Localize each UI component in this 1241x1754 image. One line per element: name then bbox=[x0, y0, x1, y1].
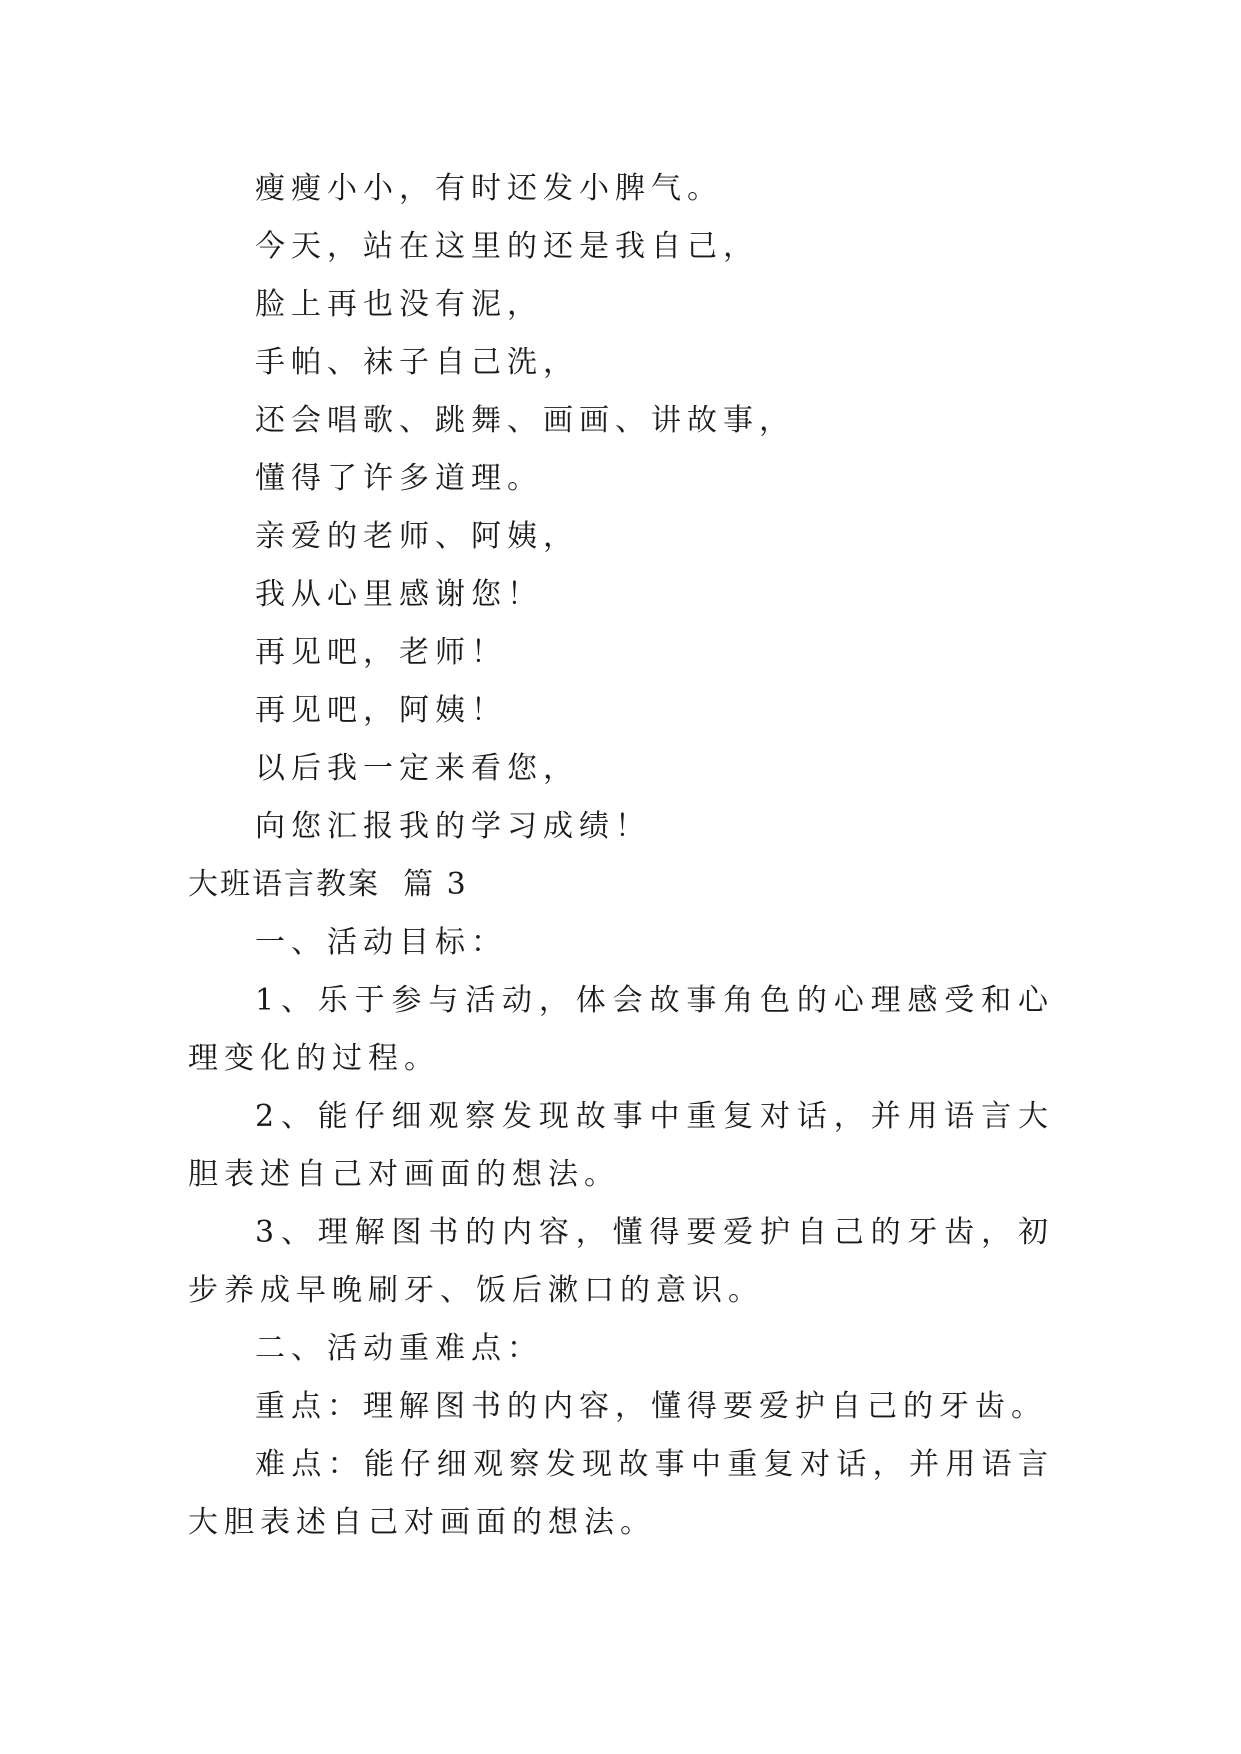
goal-item-1: 1、乐于参与活动，体会故事角色的心理感受和心理变化的过程。 bbox=[188, 983, 1054, 1076]
poem-line: 脸上再也没有泥， bbox=[255, 287, 543, 322]
poem-line: 再见吧，阿姨！ bbox=[255, 693, 507, 728]
poem-line: 亲爱的老师、阿姨， bbox=[255, 519, 579, 554]
document-content bbox=[188, 160, 1054, 1552]
goal-item-3: 3、理解图书的内容，懂得要爱护自己的牙齿，初步养成早晚刷牙、饭后漱口的意识。 bbox=[188, 1215, 1054, 1308]
poem-line: 今天，站在这里的还是我自己， bbox=[255, 229, 759, 264]
key-points-title: 二、活动重难点： bbox=[255, 1331, 543, 1366]
poem-line: 瘦瘦小小，有时还发小脾气。 bbox=[255, 171, 723, 206]
poem-line: 懂得了许多道理。 bbox=[255, 461, 543, 496]
poem-line: 手帕、袜子自己洗， bbox=[255, 345, 579, 380]
section-heading: 大班语言教案 篇 3 bbox=[188, 867, 468, 902]
poem-line: 再见吧，老师！ bbox=[255, 635, 507, 670]
key-point: 重点：理解图书的内容，懂得要爱护自己的牙齿。 bbox=[255, 1389, 1047, 1424]
goals-title: 一、活动目标： bbox=[255, 925, 507, 960]
poem-line: 我从心里感谢您！ bbox=[255, 577, 543, 612]
goal-item-2: 2、能仔细观察发现故事中重复对话，并用语言大胆表述自己对画面的想法。 bbox=[188, 1099, 1054, 1192]
difficult-point: 难点：能仔细观察发现故事中重复对话，并用语言大胆表述自己对画面的想法。 bbox=[188, 1447, 1054, 1540]
poem-line: 以后我一定来看您， bbox=[255, 751, 579, 786]
poem-line: 向您汇报我的学习成绩！ bbox=[255, 809, 651, 844]
poem-line: 还会唱歌、跳舞、画画、讲故事， bbox=[255, 403, 795, 438]
